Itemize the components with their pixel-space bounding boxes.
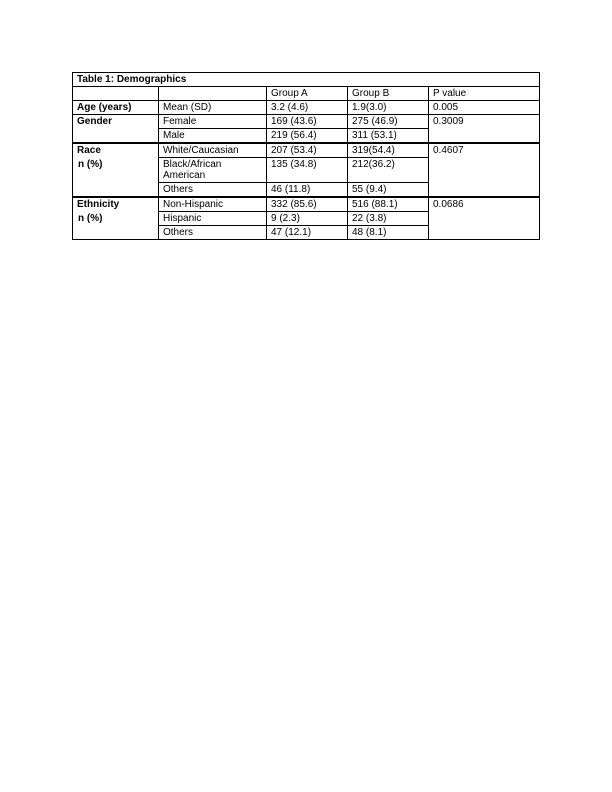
ethnicity-sub-others: Others bbox=[159, 226, 267, 240]
gender-label-cont bbox=[73, 129, 159, 144]
race-p-value: 0.4607 bbox=[429, 143, 540, 158]
ethnicity-label: Ethnicity bbox=[73, 197, 159, 212]
race-sub-white: White/Caucasian bbox=[159, 143, 267, 158]
table-row bbox=[73, 197, 540, 212]
header-row bbox=[73, 87, 540, 101]
ethnicity-others-b: 48 (8.1) bbox=[348, 226, 429, 240]
table-title-row bbox=[73, 73, 540, 87]
gender-male-a: 219 (56.4) bbox=[267, 129, 348, 144]
demographics-table bbox=[72, 72, 540, 240]
ethnicity-nonhispanic-a: 332 (85.6) bbox=[267, 197, 348, 212]
ethnicity-hispanic-b: 22 (3.8) bbox=[348, 212, 429, 226]
header-empty-2 bbox=[159, 87, 267, 101]
race-label-unit bbox=[73, 158, 159, 183]
ethnicity-nonhispanic-b: 516 (88.1) bbox=[348, 197, 429, 212]
header-empty-1 bbox=[73, 87, 159, 101]
table-row bbox=[73, 183, 540, 198]
gender-p-cont bbox=[429, 129, 540, 144]
header-p-value: P value bbox=[429, 87, 540, 101]
race-black-b: 212(36.2) bbox=[348, 158, 429, 183]
table-row bbox=[73, 101, 540, 115]
race-white-b: 319(54.4) bbox=[348, 143, 429, 158]
age-group-b: 1.9(3.0) bbox=[348, 101, 429, 115]
gender-female-b: 275 (46.9) bbox=[348, 115, 429, 129]
race-label: Race bbox=[73, 143, 159, 158]
gender-male-b: 311 (53.1) bbox=[348, 129, 429, 144]
age-label: Age (years) bbox=[73, 101, 159, 115]
table-row bbox=[73, 158, 540, 183]
race-sub-black: Black/African American bbox=[159, 158, 267, 183]
race-sub-others: Others bbox=[159, 183, 267, 198]
race-others-a: 46 (11.8) bbox=[267, 183, 348, 198]
race-label-cont bbox=[73, 183, 159, 198]
ethnicity-label-cont bbox=[73, 226, 159, 240]
gender-sub-male: Male bbox=[159, 129, 267, 144]
ethnicity-label-unit bbox=[73, 212, 159, 226]
ethnicity-sub-nonhispanic: Non-Hispanic bbox=[159, 197, 267, 212]
gender-p-value: 0.3009 bbox=[429, 115, 540, 129]
header-group-a: Group A bbox=[267, 87, 348, 101]
header-group-b: Group B bbox=[348, 87, 429, 101]
ethnicity-p-cont-2 bbox=[429, 226, 540, 240]
ethnicity-p-cont bbox=[429, 212, 540, 226]
table-row bbox=[73, 212, 540, 226]
ethnicity-hispanic-a: 9 (2.3) bbox=[267, 212, 348, 226]
race-black-a: 135 (34.8) bbox=[267, 158, 348, 183]
ethnicity-p-value: 0.0686 bbox=[429, 197, 540, 212]
table-row bbox=[73, 226, 540, 240]
table-title: Table 1: Demographics bbox=[73, 73, 540, 87]
race-p-cont-2 bbox=[429, 183, 540, 198]
age-sub: Mean (SD) bbox=[159, 101, 267, 115]
race-unit: n (%) bbox=[78, 158, 103, 170]
gender-label: Gender bbox=[73, 115, 159, 129]
table-row bbox=[73, 129, 540, 144]
table-row bbox=[73, 143, 540, 158]
race-white-a: 207 (53.4) bbox=[267, 143, 348, 158]
ethnicity-others-a: 47 (12.1) bbox=[267, 226, 348, 240]
gender-sub-female: Female bbox=[159, 115, 267, 129]
ethnicity-unit: n (%) bbox=[78, 212, 103, 224]
race-others-b: 55 (9.4) bbox=[348, 183, 429, 198]
gender-female-a: 169 (43.6) bbox=[267, 115, 348, 129]
race-p-cont bbox=[429, 158, 540, 183]
table-row bbox=[73, 115, 540, 129]
ethnicity-sub-hispanic: Hispanic bbox=[159, 212, 267, 226]
age-p-value: 0.005 bbox=[429, 101, 540, 115]
age-group-a: 3.2 (4.6) bbox=[267, 101, 348, 115]
